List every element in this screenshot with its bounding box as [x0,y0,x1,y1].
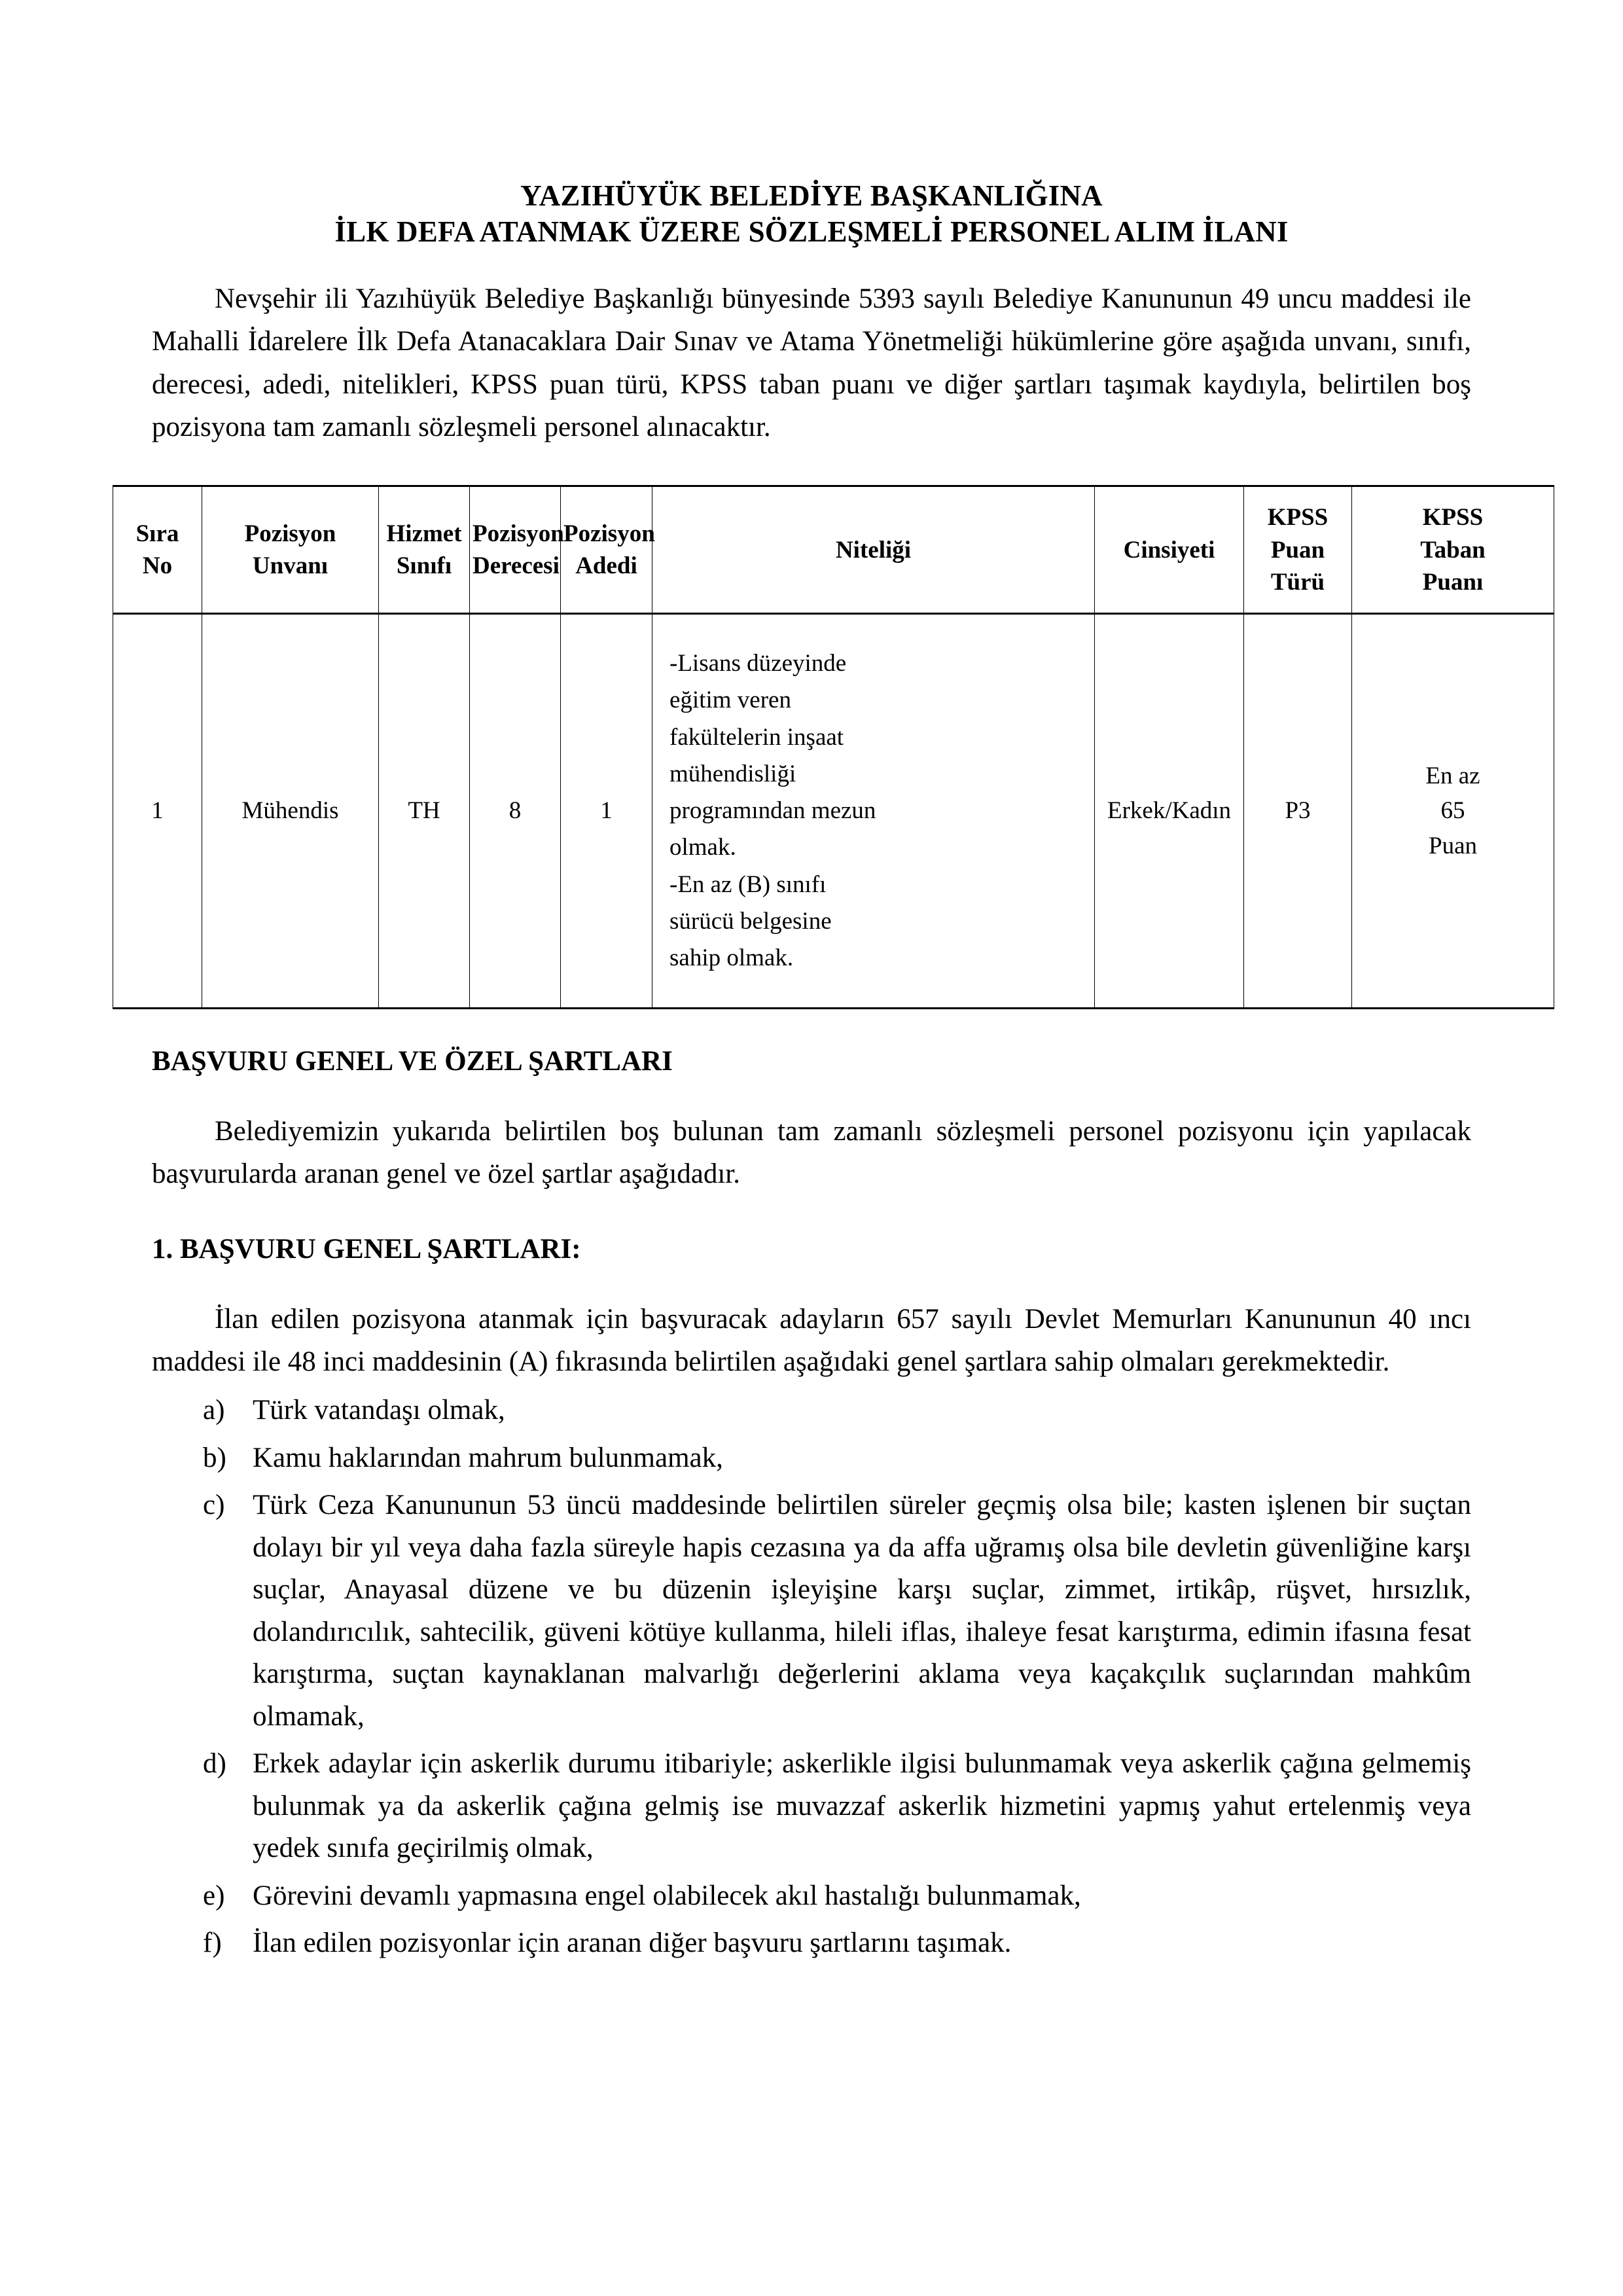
header-niteligi: Niteliği [652,486,1095,614]
paragraph-basvuru-sartlari: Belediyemizin yukarıda belirtilen boş bulunan tam zamanlı sözleşmeli personel pozisyonu için yapılacak başvurularda aranan genel ve özel şartlar aşağıdadır. [152,1116,1471,1190]
header-sira-no-line1: Sıra [135,520,179,548]
list-item-text: Görevini devamlı yapmasına engel olabilecek akıl hastalığı bulunmamak, [253,1880,1081,1911]
niteligi-line: programından mezun [669,797,876,825]
niteligi-line: sürücü belgesine [669,907,832,935]
niteligi-line: olmak. [669,834,736,861]
header-hizmet-sinifi-line2: Sınıfı [396,552,452,580]
header-pozisyon-adedi [561,486,655,614]
list-item [152,1484,1471,1738]
list-item-marker: d) [203,1748,226,1780]
header-kpss-puan-turu-line1: KPSS [1267,504,1329,531]
subsection-heading-genel-sartlari: 1. BAŞVURU GENEL ŞARTLARI: [152,1233,581,1265]
table-header-row [113,486,1554,614]
cell-niteligi [652,614,1095,1009]
list-item-marker: b) [203,1442,226,1473]
paragraph-genel-sartlari: İlan edilen pozisyona atanmak için başvuracak adayların 657 sayılı Devlet Memurları Kanununun 40 ıncı maddesi ile 48 inci maddesinin (A) fıkrasında belirtilen aşağıdaki genel şartlara sahip olmaları gerekmektedir. [152,1303,1471,1378]
header-kpss-taban-puani-line3: Puanı [1422,568,1484,596]
title-line-1: YAZIHÜYÜK BELEDİYE BAŞKANLIĞINA [520,179,1103,212]
table-row [113,614,1554,1009]
header-kpss-taban-puani [1352,486,1554,614]
header-hizmet-sinifi [379,486,470,614]
list-item-text: Türk vatandaşı olmak, [253,1395,505,1426]
cell-sira-no: 1 [113,614,202,1009]
header-cinsiyeti: Cinsiyeti [1095,486,1244,614]
kpss-taban-line3: Puan [1429,833,1477,860]
niteligi-line: -En az (B) sınıfı [669,870,827,898]
list-item-marker: e) [203,1880,225,1911]
header-pozisyon-unvani-line1: Pozisyon [244,520,336,548]
niteligi-line: sahip olmak. [669,944,794,972]
header-hizmet-sinifi-line1: Hizmet [386,520,462,548]
kpss-taban-line2: 65 [1440,797,1465,825]
cell-pozisyon-derecesi: 8 [470,614,561,1009]
header-sira-no [113,486,202,614]
position-table [113,485,1554,1009]
header-sira-no-line2: No [142,552,173,580]
section-heading-basvuru-sartlari: BAŞVURU GENEL VE ÖZEL ŞARTLARI [152,1046,673,1077]
list-item-text: Erkek adaylar için askerlik durumu itibariyle; askerlikle ilgisi bulunmamak veya askerlik çağına gelmemiş bulunmak ya da askerlik çağına gelmiş ise muvazzaf askerlik hizmetini yapmış yahut ertelenmiş veya yedek sınıfa geçirilmiş olmak, [253,1748,1471,1864]
list-item-marker: a) [203,1395,225,1426]
cell-pozisyon-adedi: 1 [561,614,652,1009]
niteligi-line: fakültelerin inşaat [669,723,844,751]
header-kpss-puan-turu-line3: Türü [1270,568,1325,596]
kpss-taban-line1: En az [1425,762,1480,789]
list-item [152,1437,1471,1480]
cell-kpss-taban-puani [1352,614,1554,1009]
header-pozisyon-derecesi [470,486,564,614]
list-item [152,1390,1471,1432]
list-item-marker: c) [203,1490,225,1521]
header-pozisyon-adedi-line1: Pozisyon [563,520,655,548]
header-pozisyon-adedi-line2: Adedi [575,552,637,580]
list-item [152,1743,1471,1870]
niteligi-line: mühendisliği [669,760,796,787]
header-pozisyon-derecesi-line1: Pozisyon [473,520,564,548]
list-item [152,1922,1471,1965]
list-item-text: Kamu haklarından mahrum bulunmamak, [253,1442,723,1473]
title-line-2: İLK DEFA ATANMAK ÜZERE SÖZLEŞMELİ PERSONEL ALIM İLANI [334,215,1289,248]
genel-sartlar-list [152,1390,1471,1965]
page-content [135,0,1486,1965]
list-item-text: Türk Ceza Kanununun 53 üncü maddesinde belirtilen süreler geçmiş olsa bile; kasten işlenen bir suçtan dolayı bir yıl veya daha fazla süreyle hapis cezasına ya da affa uğramış olsa bile devletin güvenliğine karşı suçlar, Anayasal düzene ve bu düzenin işleyişine karşı suçlar, zimmet, irtikâp, rüşvet, hırsızlık, dolandırıcılık, sahtecilik, güveni kötüye kullanma, hileli iflas, ihaleye fesat karıştırma, edimin ifasına fesat karıştırma, suçtan kaynaklanan malvarlığı değerlerini aklama veya kaçakçılık suçlarından mahkûm olmamak, [253,1490,1471,1732]
cell-kpss-puan-turu: P3 [1244,614,1352,1009]
cell-hizmet-sinifi: TH [379,614,470,1009]
list-item-marker: f) [203,1928,222,1959]
header-pozisyon-unvani [202,486,379,614]
niteligi-line: -Lisans düzeyinde [669,650,847,677]
position-table-wrapper [135,485,1486,1009]
cell-cinsiyeti: Erkek/Kadın [1095,614,1244,1009]
list-item [152,1875,1471,1918]
header-kpss-taban-puani-line2: Taban [1420,536,1486,564]
document-title [152,0,1471,250]
header-pozisyon-derecesi-line2: Derecesi [473,552,560,580]
niteligi-line: eğitim veren [669,687,791,714]
cell-pozisyon-unvani: Mühendis [202,614,379,1009]
header-kpss-taban-puani-line1: KPSS [1422,504,1484,531]
header-kpss-puan-turu-line2: Puan [1270,536,1325,564]
intro-paragraph: Nevşehir ili Yazıhüyük Belediye Başkanlığı bünyesinde 5393 sayılı Belediye Kanununun 49 uncu maddesi ile Mahalli İdarelere İlk Defa Atanacaklara Dair Sınav ve Atama Yönetmeliği hükümlerine göre aşağıda unvanı, sınıfı, derecesi, adedi, nitelikleri, KPSS puan türü, KPSS taban puanı ve diğer şartları taşımak kaydıyla, belirtilen boş pozisyona tam zamanlı sözleşmeli personel alınacaktır. [152,283,1471,442]
header-kpss-puan-turu [1244,486,1352,614]
header-pozisyon-unvani-line2: Unvanı [252,552,329,580]
list-item-text: İlan edilen pozisyonlar için aranan diğer başvuru şartlarını taşımak. [253,1928,1012,1959]
